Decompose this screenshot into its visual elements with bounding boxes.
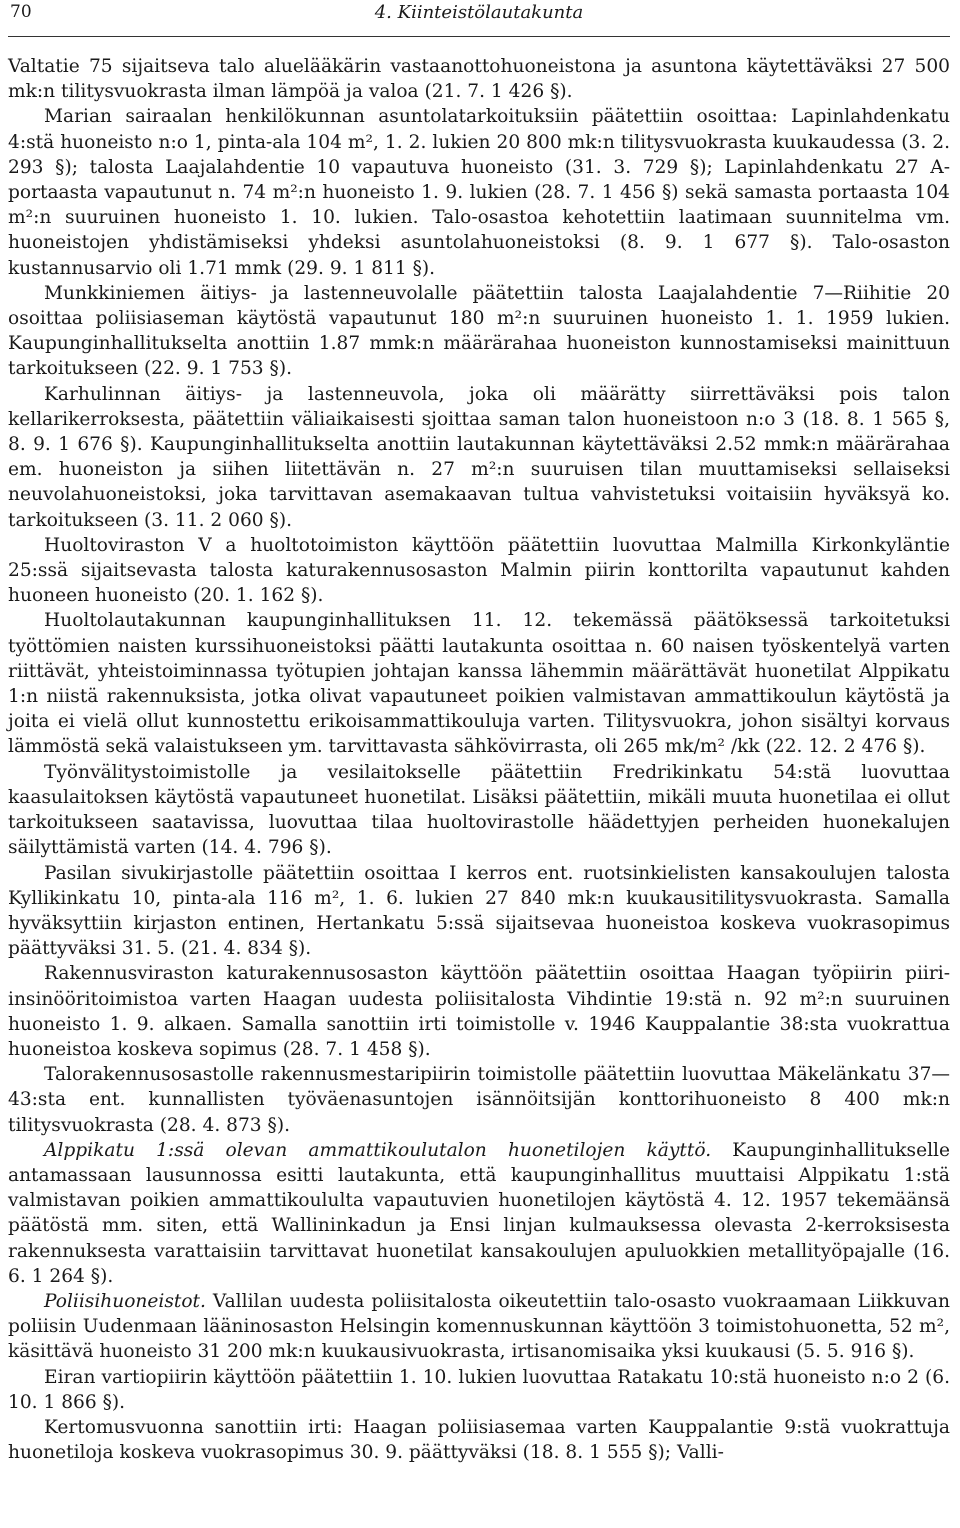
paragraph: Talorakennusosastolle rakennusmestaripiirin toimistolle päätettiin luovuttaa Mäkelänkatu 37—43:sta ent. kunnallisten työväenasuntojen isännöitsijän konttorihuoneisto 8 400 mk:n tilitysvuokrasta (28. 4. 873 §).: [8, 1064, 950, 1136]
page-number: 70: [10, 2, 32, 22]
section-heading: Alppikatu 1:ssä olevan ammattikoulutalon huonetilojen käyttö.: [44, 1139, 712, 1161]
paragraph: Marian sairaalan henkilökunnan asuntolatarkoituksiin päätettiin osoittaa: Lapinlahdenkatu 4:stä huoneisto n:o 1, pinta-ala 104 m², 1. 2. lukien 20 800 mk:n tilitysvuokrasta kuukaudessa (3. 2. 293 §); talosta Laajalahdentie 10 vapautuva huoneisto (31. 3. 729 §); Lapinlahdenkatu 27 A-portaasta vapautunut n. 74 m²:n huoneisto 1. 9. lukien (28. 7. 1 456 §) sekä samasta portaasta 104 m²:n suuruinen huoneisto 1. 10. lukien. Talo-osastoa kehotettiin laatimaan suunnitelma vm. huoneistojen yhdistämiseksi yhdeksi asuntolahuoneistoksi (8. 9. 1 677 §). Talo-osaston kustannusarvio oli 1.71 mmk (29. 9. 1 811 §).: [8, 106, 950, 279]
paragraph: Alppikatu 1:ssä olevan ammattikoulutalon huonetilojen käyttö. Kaupunginhallitukselle antamassaan lausunnossa esitti lautakunta, että kaupunginhallitus muuttaisi Alppikatu 1:stä valmistavan poikien ammattikoululta vapautuvien huonetilojen käytöstä 4. 12. 1957 tekemäänsä päätöstä mm. siten, että Wallininkadun ja Ensi linjan kulmauksessa olevasta 2-kerroksisesta rakennuksesta varattaisiin tarvittavat huonetilat kansakoulujen apuluokkien metallityöpajalle (16. 6. 1 264 §).: [8, 1139, 950, 1287]
paragraph: Munkkiniemen äitiys- ja lastenneuvolalle päätettiin talosta Laajalahdentie 7—Riihitie 20 osoittaa poliisiaseman käytöstä vapautunut 180 m²:n suuruinen huoneisto 1. 1. 1959 lukien. Kaupunginhallitukselta anottiin 1.87 mmk:n määrärahaa huoneiston kunnostamiseksi mainittuun tarkoitukseen (22. 9. 1 753 §).: [8, 282, 950, 380]
section-heading: Poliisihuoneistot.: [44, 1290, 206, 1312]
paragraph: Huoltoviraston V a huoltotoimiston käyttöön päätettiin luovuttaa Malmilla Kirkonkyläntie 25:ssä sijaitsevasta talosta katurakennusosaston Malmin piirin konttorilta vapautunut kahden huoneen huoneisto (20. 1. 162 §).: [8, 534, 950, 607]
paragraph: Kertomusvuonna sanottiin irti: Haagan poliisiasemaa varten Kauppalantie 9:stä vuokrattuja huonetiloja koskeva vuokrasopimus 30. 9. päättyväksi (18. 8. 1 555 §); Valli-: [8, 1416, 950, 1464]
paragraph: Eiran vartiopiirin käyttöön päätettiin 1. 10. lukien luovuttaa Ratakatu 10:stä huoneisto n:o 2 (6. 10. 1 866 §).: [8, 1366, 950, 1413]
paragraph: Työnvälitystoimistolle ja vesilaitokselle päätettiin Fredrikinkatu 54:stä luovuttaa kaasulaitoksen käytöstä vapautuneet huonetilat. Lisäksi päätettiin, mikäli muuta huonetilaa ei ollut tarkoitukseen saatavissa, luovuttaa tilaa huoltovirastolle häädettyjen perheiden huonekalujen säilyttämistä varten (14. 4. 796 §).: [8, 761, 950, 859]
paragraph: Pasilan sivukirjastolle päätettiin osoittaa I kerros ent. ruotsinkielisten kansakoulujen talosta Kyllikinkatu 10, pinta-ala 116 m², 1. 6. lukien 27 840 mk:n kuukausitilitysvuokrasta. Samalla hyväksyttiin kirjaston entinen, Hertankatu 5:ssä sijaitsevaa huoneistoa koskeva vuokrasopimus päättyväksi 31. 5. (21. 4. 834 §).: [8, 862, 950, 960]
paragraph: Poliisihuoneistot. Vallilan uudesta poliisitalosta oikeutettiin talo-osasto vuokraamaan Liikkuvan poliisin Uudenmaan lääninosaston Helsingin komennuskunnan käyttöön 3 toimistohuonetta, 52 m², käsittävä huoneisto 31 200 mk:n kuukausivuokrasta, irtisanomisaika yksi kuukausi (5. 5. 916 §).: [8, 1290, 950, 1363]
page-header: [8, 0, 950, 30]
paragraph: Huoltolautakunnan kaupunginhallituksen 11. 12. tekemässä päätöksessä tarkoitetuksi työttömien naisten kurssihuoneistoksi päätti lautakunta osoittaa n. 60 naisen työskentelyä varten riittävät, yhteistoiminnassa työtupien johtajan kanssa lähemmin määrättävät huonetilat Alppikatu 1:n niistä rakennuksista, jotka olivat vapautuneet poikien valmistavan ammattikoulun käytöstä ja joita ei vielä ollut kunnostettu erikoisammattikouluja varten. Tilitysvuokra, johon sisältyi korvaus lämmöstä sekä valaistukseen ym. tarvittavasta sähkövirrasta, oli 265 mk/m² /kk (22. 12. 2 476 §).: [8, 610, 950, 758]
paragraph: Karhulinnan äitiys- ja lastenneuvola, joka oli määrätty siirrettäväksi pois talon kellarikerroksesta, päätettiin väliaikaisesti sjoittaa saman talon huoneistoon n:o 3 (18. 8. 1 565 §, 8. 9. 1 676 §). Kaupunginhallitukselta anottiin lautakunnan käytettäväksi 2.52 mmk:n määrärahaa em. huoneiston ja siihen liitettävän n. 27 m²:n suuruisen tilan muuttamiseksi sellaiseksi neuvolahuoneistoksi, joka tarvittavan asemakaavan tultua vahvistetuksi voitaisiin hyväksyä ko. tarkoitukseen (3. 11. 2 060 §).: [8, 383, 950, 531]
running-title: 4. Kiinteistölautakunta: [374, 2, 584, 23]
header-rule: [8, 36, 950, 37]
paragraph: Rakennusviraston katurakennusosaston käyttöön päätettiin osoittaa Haagan työpiirin piiri-insinööritoimistoa varten Haagan uudesta poliisitalosta Vihdintie 19:stä n. 92 m²:n suuruinen huoneisto 1. 9. alkaen. Samalla sanottiin irti toimistolle v. 1946 Kauppalantie 38:sta vuokrattua huoneistoa koskeva sopimus (28. 7. 1 458 §).: [8, 963, 950, 1060]
paragraph: Valtatie 75 sijaitseva talo aluelääkärin vastaanottohuoneistona ja asuntona käytettäväksi 27 500 mk:n tilitysvuokrasta ilman lämpöä ja valoa (21. 7. 1 426 §).: [8, 56, 950, 103]
body-text: [8, 30, 950, 1465]
